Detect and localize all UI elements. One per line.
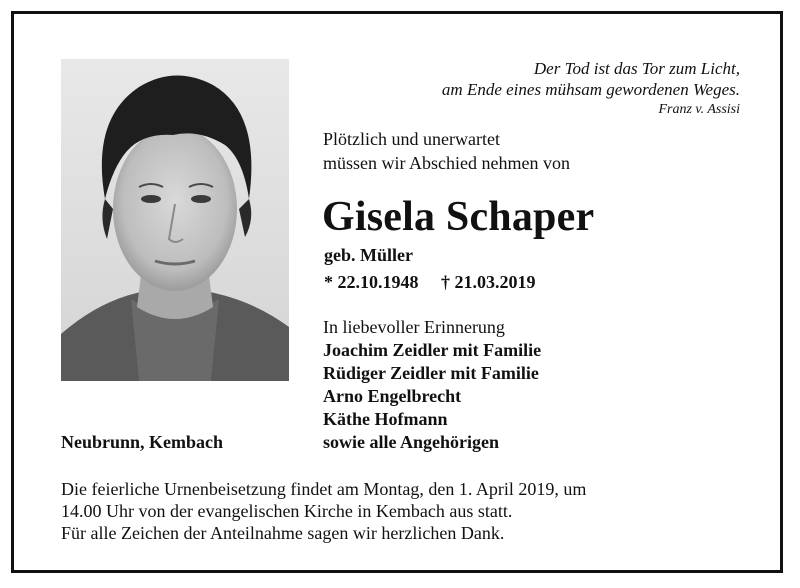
mourner-name: Rüdiger Zeidler mit Familie	[323, 363, 539, 383]
notice-line: Für alle Zeichen der Anteilnahme sagen wir herzlichen Dank.	[61, 523, 505, 543]
deceased-name: Gisela Schaper	[322, 194, 595, 240]
portrait-photo	[61, 59, 289, 381]
intro-text	[323, 127, 570, 175]
death-date: † 21.03.2019	[441, 272, 536, 292]
mourners-lead: In liebevoller Erinnerung	[323, 317, 505, 337]
mourners-list	[323, 316, 541, 454]
birth-date: * 22.10.1948	[324, 272, 419, 292]
quote-line: Der Tod ist das Tor zum Licht,	[533, 59, 740, 78]
intro-line: müssen wir Abschied nehmen von	[323, 153, 570, 173]
notice-line: Die feierliche Urnenbeisetzung findet am Montag, den 1. April 2019, um	[61, 479, 587, 499]
mourner-name: Arno Engelbrecht	[323, 386, 462, 406]
notice-line: 14.00 Uhr von der evangelischen Kirche in Kembach aus statt.	[61, 501, 513, 521]
maiden-name: geb. Müller	[324, 245, 413, 265]
place-name: Neubrunn, Kembach	[61, 432, 224, 452]
life-dates	[324, 270, 536, 294]
mourner-name: sowie alle Angehörigen	[323, 432, 499, 452]
quote-author: Franz v. Assisi	[658, 102, 740, 117]
quote-line: am Ende eines mühsam gewordenen Weges.	[441, 80, 740, 99]
intro-line: Plötzlich und unerwartet	[323, 129, 500, 149]
quote-block	[442, 58, 740, 119]
mourner-name: Joachim Zeidler mit Familie	[323, 340, 542, 360]
portrait-image	[61, 59, 289, 381]
mourner-name: Käthe Hofmann	[323, 409, 448, 429]
funeral-notice	[61, 478, 701, 544]
